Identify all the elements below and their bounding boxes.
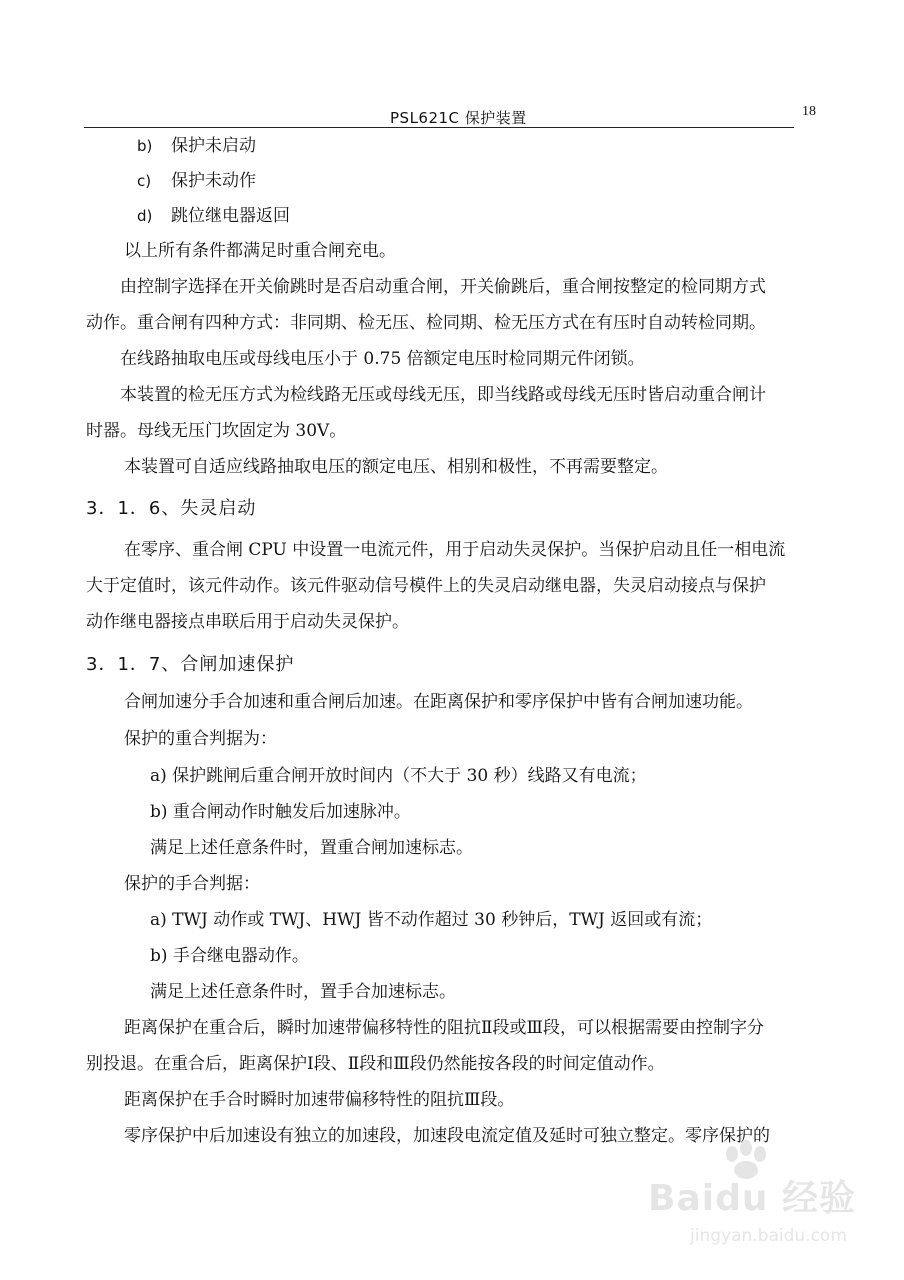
list-item bbox=[137, 169, 256, 193]
paragraph-line: 本装置的检无压方式为检线路无压或母线无压，即当线路或母线无压时皆启动重合闸计 bbox=[120, 385, 766, 405]
list-item-text: 跳位继电器返回 bbox=[171, 206, 290, 226]
list-item: b) 重合闸动作时触发后加速脉冲。 bbox=[150, 802, 411, 822]
paragraph: 满足上述任意条件时，置手合加速标志。 bbox=[150, 982, 456, 1002]
list-marker: c) bbox=[137, 172, 152, 190]
paragraph-line: 大于定值时，该元件动作。该元件驱动信号模件上的失灵启动继电器，失灵启动接点与保护 bbox=[86, 576, 766, 596]
list-marker: d) bbox=[137, 207, 153, 225]
list-item: b) 手合继电器动作。 bbox=[150, 946, 309, 966]
header-rule bbox=[84, 127, 794, 128]
paragraph-line: 在零序、重合闸 CPU 中设置一电流元件，用于启动失灵保护。当保护启动且任一相电流 bbox=[124, 540, 786, 560]
paragraph: 保护的重合判据为： bbox=[124, 729, 277, 749]
watermark bbox=[626, 1140, 886, 1260]
list-marker: b) bbox=[137, 137, 153, 155]
page-number: 18 bbox=[802, 104, 816, 119]
paragraph: 满足上述任意条件时，置重合闸加速标志。 bbox=[150, 838, 473, 858]
paragraph-line: 动作继电器接点串联后用于启动失灵保护。 bbox=[86, 612, 409, 632]
watermark-brand: Baidu 经验 bbox=[648, 1178, 857, 1219]
paragraph-line: 别投退。在重合后，距离保护Ⅰ段、Ⅱ段和Ⅲ段仍然能按各段的时间定值动作。 bbox=[86, 1054, 665, 1074]
paragraph-line: 零序保护中后加速设有独立的加速段，加速段电流定值及延时可独立整定。零序保护的 bbox=[124, 1126, 770, 1146]
list-item bbox=[137, 204, 290, 228]
paragraph-line: 距离保护在重合后，瞬时加速带偏移特性的阻抗Ⅱ段或Ⅲ段，可以根据需要由控制字分 bbox=[124, 1018, 764, 1038]
paragraph: 合闸加速分手合加速和重合闸后加速。在距离保护和零序保护中皆有合闸加速功能。 bbox=[124, 692, 753, 712]
list-item: a) 保护跳闸后重合闸开放时间内（不大于 30 秒）线路又有电流； bbox=[150, 766, 647, 786]
paragraph-line: 动作。重合闸有四种方式：非同期、检无压、检同期、检无压方式在有压时自动转检同期。 bbox=[86, 313, 766, 333]
list-item-text: 保护未动作 bbox=[171, 171, 256, 191]
section-heading-3-1-6: 3．1．6、失灵启动 bbox=[86, 498, 257, 519]
section-heading-3-1-7: 3．1．7、合闸加速保护 bbox=[86, 654, 295, 675]
list-item-text: 保护未启动 bbox=[171, 136, 256, 156]
list-item bbox=[137, 134, 256, 158]
header-title: PSL621C 保护装置 bbox=[390, 109, 527, 127]
paragraph-line: 由控制字选择在开关偷跳时是否启动重合闸，开关偷跳后，重合闸按整定的检同期方式 bbox=[120, 277, 766, 297]
paragraph: 本装置可自适应线路抽取电压的额定电压、相别和极性，不再需要整定。 bbox=[124, 457, 668, 477]
list-item: a) TWJ 动作或 TWJ、HWJ 皆不动作超过 30 秒钟后，TWJ 返回或有流； bbox=[150, 910, 713, 930]
paragraph: 以上所有条件都满足时重合闸充电。 bbox=[124, 241, 396, 261]
paragraph: 距离保护在手合时瞬时加速带偏移特性的阻抗Ⅲ段。 bbox=[124, 1090, 515, 1110]
paragraph: 保护的手合判据： bbox=[124, 874, 260, 894]
paragraph-line: 时器。母线无压门坎固定为 30V。 bbox=[86, 421, 347, 441]
paragraph: 在线路抽取电压或母线电压小于 0.75 倍额定电压时检同期元件闭锁。 bbox=[120, 349, 645, 369]
watermark-url: jingyan.baidu.com bbox=[690, 1226, 847, 1246]
